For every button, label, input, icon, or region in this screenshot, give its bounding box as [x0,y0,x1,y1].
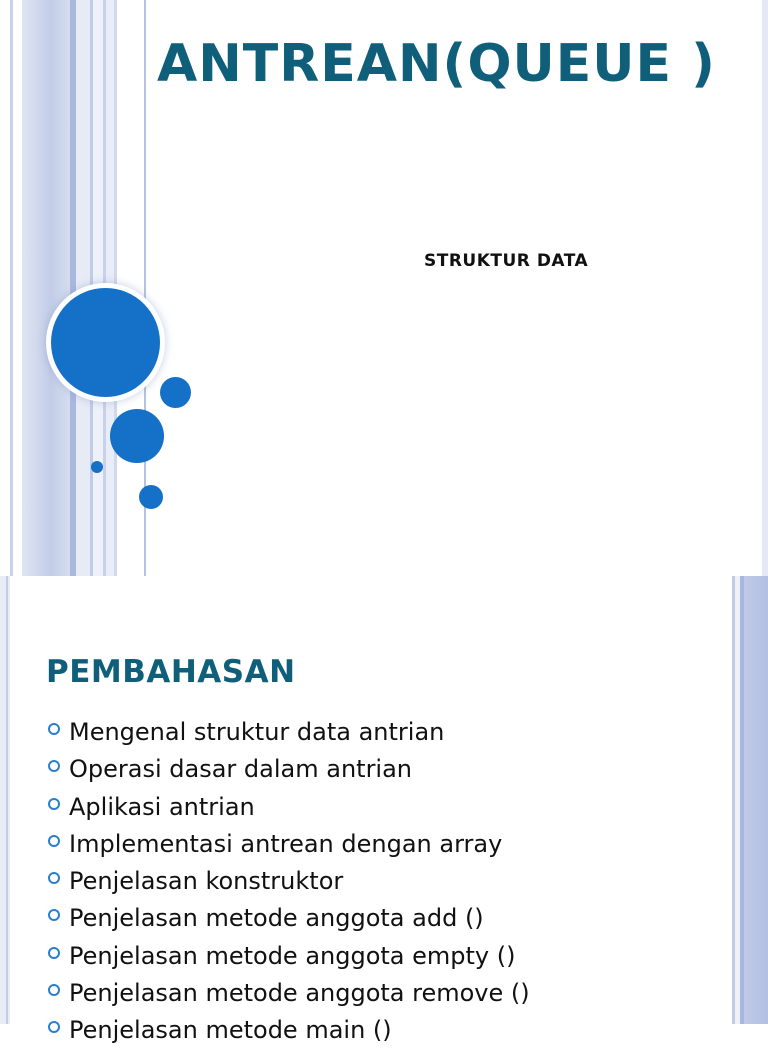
list-item [46,789,530,826]
slide-edge [762,0,768,576]
decorative-stripes [732,576,768,1024]
list-item-text: Penjelasan metode anggota remove () [69,979,530,1008]
list-item [46,938,530,975]
list-item [46,826,530,863]
list-item-text: Penjelasan metode anggota empty () [69,941,516,970]
list-item-text: Implementasi antrean dengan array [69,829,503,858]
decorative-circle-small [139,485,163,509]
bullet-icon [48,798,60,810]
list-item [46,714,530,751]
bullet-icon [48,872,60,884]
section-heading: PEMBAHASAN [46,654,296,690]
decorative-circle-tiny [91,461,103,473]
bullet-icon [48,947,60,959]
slide-subtitle: STRUKTUR DATA [424,251,589,271]
list-item [46,975,530,1012]
decorative-circle-medium [110,409,164,463]
list-item-text: Mengenal struktur data antrian [69,718,445,746]
topic-list [46,714,530,1050]
bullet-icon [48,1021,60,1033]
decorative-circle-large [51,288,160,397]
list-item [46,1012,530,1049]
bullet-icon [48,723,60,735]
bullet-icon [48,984,60,996]
list-item-text: Penjelasan metode main () [69,1016,392,1045]
slide-title: ANTREAN(QUEUE ) [157,34,716,94]
list-item-text: Penjelasan konstruktor [69,867,344,896]
content-slide [0,576,768,1045]
bullet-icon [48,835,60,847]
list-item [46,900,530,937]
list-item [46,751,530,788]
decorative-circle-small [160,377,191,408]
slide-edge-line [6,576,8,1024]
decorative-stripes [0,0,150,576]
list-item [46,863,530,900]
bullet-icon [48,909,60,921]
list-item-text: Operasi dasar dalam antrian [69,755,413,784]
slide-edge [0,576,10,1024]
list-item-text: Aplikasi antrian [69,792,255,821]
bullet-icon [48,760,60,772]
list-item-text: Penjelasan metode anggota add () [69,904,484,933]
